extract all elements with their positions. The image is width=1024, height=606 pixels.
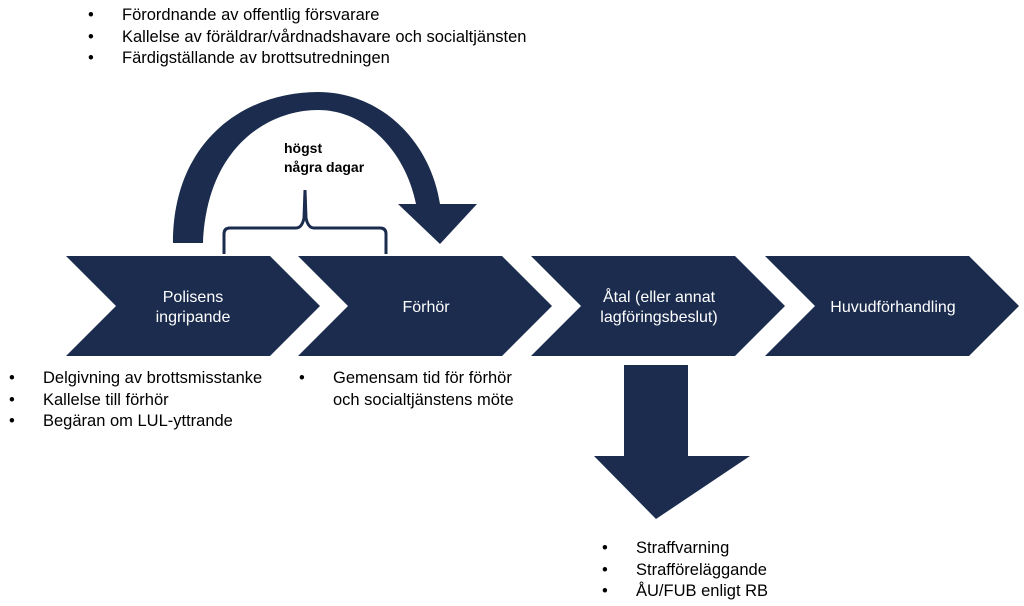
list-item-line1: • Gemensam tid för förhör [333, 369, 512, 387]
curved-arrow-label-line2: några dagar [284, 159, 365, 175]
list-item: • ÅU/FUB enligt RB [602, 581, 768, 603]
list-item: • Kallelse av föräldrar/vårdnadshavare och socialtjänsten [88, 27, 526, 49]
list-item: • Straffvarning [602, 538, 768, 560]
step-atal-line2: lagföringsbeslut) [600, 309, 718, 326]
step-huvudforhandling: Huvudförhandling [830, 299, 956, 316]
top-bullet-list [88, 5, 526, 70]
duration-brace [224, 190, 386, 254]
chevron-polisens-ingripande [66, 256, 320, 356]
middle-bullet-list [299, 368, 514, 411]
curved-arrow-label-line1: högst [284, 140, 323, 156]
list-item: • Begäran om LUL-yttrande [9, 411, 262, 433]
down-arrow [594, 365, 750, 519]
list-item: • Förordnande av offentlig försvarare [88, 5, 526, 27]
list-item [299, 368, 514, 411]
list-item-line2: och socialtjänstens möte [333, 390, 514, 409]
left-bullet-list [9, 368, 262, 433]
list-item: • Delgivning av brottsmisstanke [9, 368, 262, 390]
list-item: • Färdigställande av brottsutredningen [88, 48, 526, 70]
list-item: • Strafföreläggande [602, 560, 768, 582]
list-item: • Kallelse till förhör [9, 390, 262, 412]
step-polisens-ingripande-line2: ingripande [155, 309, 231, 326]
step-polisens-ingripande-line1: Polisens [162, 289, 224, 306]
bottom-bullet-list [602, 538, 768, 603]
step-atal-line1: Åtal (eller annat [602, 289, 716, 306]
step-forhor: Förhör [402, 299, 450, 316]
chevron-atal [531, 256, 785, 356]
